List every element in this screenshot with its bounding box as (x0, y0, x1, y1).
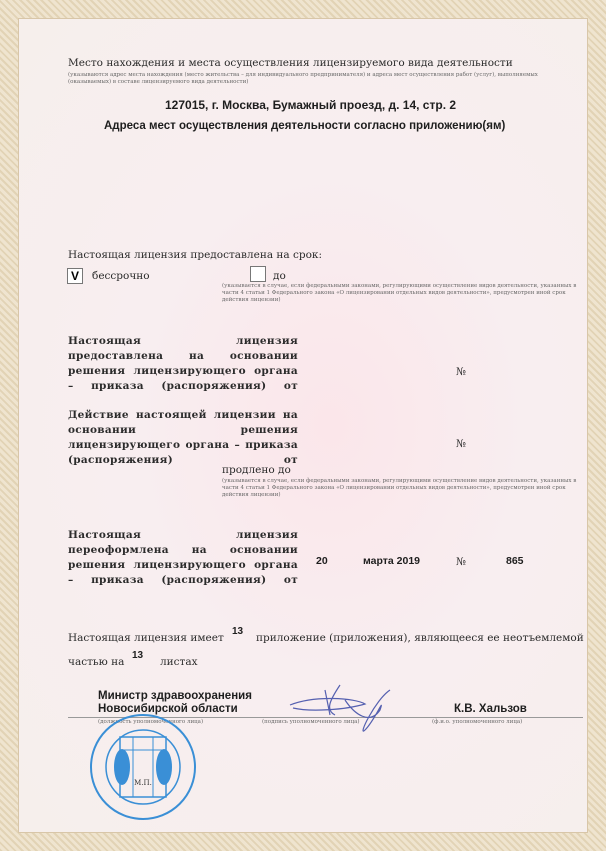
appendix-text-1: Настоящая лицензия имеет (68, 632, 224, 644)
signer-position: Министр здравоохранения Новосибирской области (98, 690, 252, 715)
unlimited-checkbox[interactable]: V (67, 268, 83, 284)
location-note: (указываются адрес места нахождения (место жительства – для индивидуального предпринимателя) и адреса мест осуществления работ (услуг), выполняемых (оказываемых) в составе лицензируемого вида деятельности) (68, 72, 538, 85)
until-checkbox[interactable] (250, 266, 266, 282)
reissued-number: 865 (506, 555, 524, 567)
extended-note: (указывается в случае, если федеральными законами, регулирующими осуществление видов деятельности, указанных в части 4 статьи 1 Федерального закона «О лицензировании отдельных видов деятельности», предусмотрен иной срок действия лицензии) (222, 478, 577, 498)
official-stamp (88, 712, 198, 822)
addresses-note: Адреса мест осуществления деятельности согласно приложению(ям) (104, 120, 506, 132)
address: 127015, г. Москва, Бумажный проезд, д. 14, стр. 2 (165, 98, 457, 112)
reissued-no: № (456, 556, 466, 568)
unlimited-label: бессрочно (92, 270, 150, 282)
granted-text: Настоящая лицензия предоставлена на основании решения лицензирующего органа – приказа (распоряжения) от (68, 335, 298, 392)
appendix-sheets: 13 (132, 650, 144, 661)
extended-label: продлено до (222, 464, 291, 476)
appendix-count: 13 (232, 626, 244, 637)
reissued-text: Настоящая лицензия переоформлена на основании решения лицензирующего органа – приказа (распоряжения) от (68, 529, 298, 586)
stamp-mp: М.П. (134, 779, 152, 787)
name-note: (ф.и.о. уполномоченного лица) (432, 719, 523, 725)
signature-note: (подпись уполномоченного лица) (262, 719, 360, 725)
term-heading: Настоящая лицензия предоставлена на срок: (68, 249, 323, 261)
until-label: до (273, 270, 286, 282)
term-note: (указывается в случае, если федеральными законами, регулирующими осуществление видов деятельности, указанных в части 4 статьи 1 Федерального закона «О лицензировании отдельных видов деятельности», предусмотрен иной срок действия лицензии) (222, 283, 577, 303)
validity-text: Действие настоящей лицензии на основании решения лицензирующего органа – приказа (распоряжения) от (68, 409, 298, 466)
reissued-day: 20 (316, 555, 328, 567)
validity-no: № (456, 438, 466, 450)
reissued-month-year: марта 2019 (363, 555, 421, 567)
name-line (388, 717, 583, 718)
position-note: (должность уполномоченного лица) (98, 719, 204, 725)
granted-no: № (456, 366, 466, 378)
appendix-text-4: листах (160, 656, 198, 668)
location-heading: Место нахождения и места осуществления лицензируемого вида деятельности (68, 57, 513, 69)
appendix-text-3: частью на (68, 656, 125, 668)
handwritten-signature (285, 680, 395, 740)
appendix-text-2: приложение (приложения), являющееся ее неотъемлемой (256, 632, 584, 644)
signer-name: К.В. Хальзов (454, 703, 527, 715)
